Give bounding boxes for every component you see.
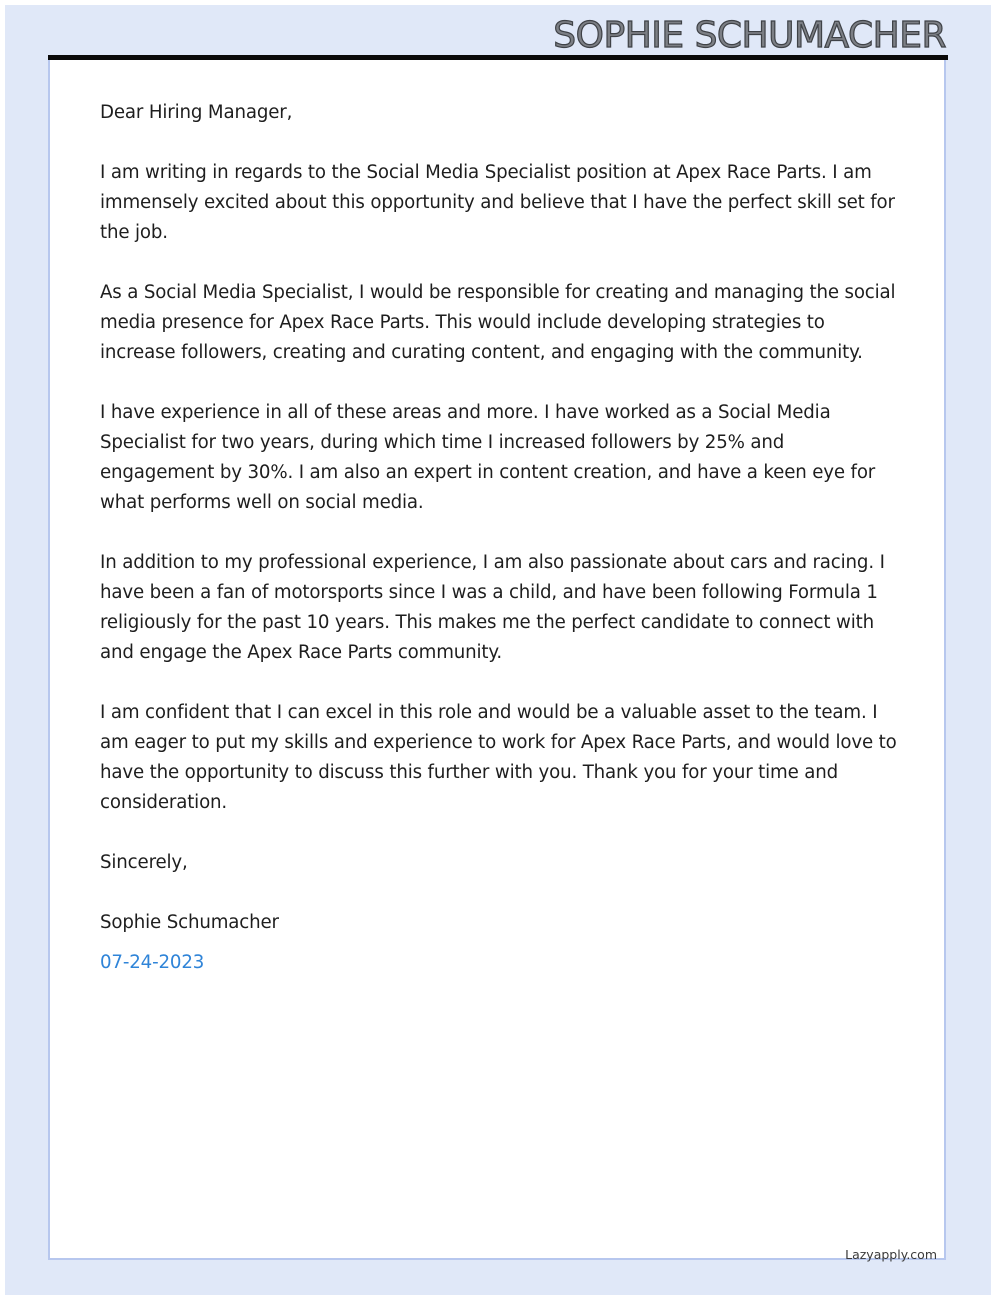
letter-paragraph: I am confident that I can excel in this role and would be a valuable asset to the team. I am eager to put my skills and experience to work for Apex Race Parts, and would love to have the opportunity to discuss this further with you. Thank you for your time and consideration. (100, 702, 897, 813)
applicant-name-heading: SOPHIE SCHUMACHER (553, 15, 946, 56)
letter-paragraph: As a Social Media Specialist, I would be responsible for creating and managing the social media presence for Apex Race Parts. This would include developing strategies to increase followers, creating and curating content, and engaging with the community. (100, 282, 896, 363)
letter-date: 07-24-2023 (100, 952, 205, 973)
letter-body (100, 98, 900, 978)
letter-paragraph: I have experience in all of these areas and more. I have worked as a Social Media Specialist for two years, during which time I increased followers by 25% and engagement by 30%. I am also an expert in content creation, and have a keen eye for what performs well on social media. (100, 402, 876, 513)
letter-salutation: Dear Hiring Manager, (100, 102, 293, 123)
footer-brand: Lazyapply.com (845, 1247, 937, 1262)
letter-signature: Sophie Schumacher (100, 912, 279, 933)
letter-closing: Sincerely, (100, 852, 188, 873)
letter-paragraph: In addition to my professional experience, I am also passionate about cars and racing. I have been a fan of motorsports since I was a child, and have been following Formula 1 religiously for the past 10 years. This makes me the perfect candidate to connect with and engage the Apex Race Parts community. (100, 552, 885, 663)
letter-paragraph: I am writing in regards to the Social Media Specialist position at Apex Race Parts. I am immensely excited about this opportunity and believe that I have the perfect skill set for the job. (100, 162, 895, 243)
